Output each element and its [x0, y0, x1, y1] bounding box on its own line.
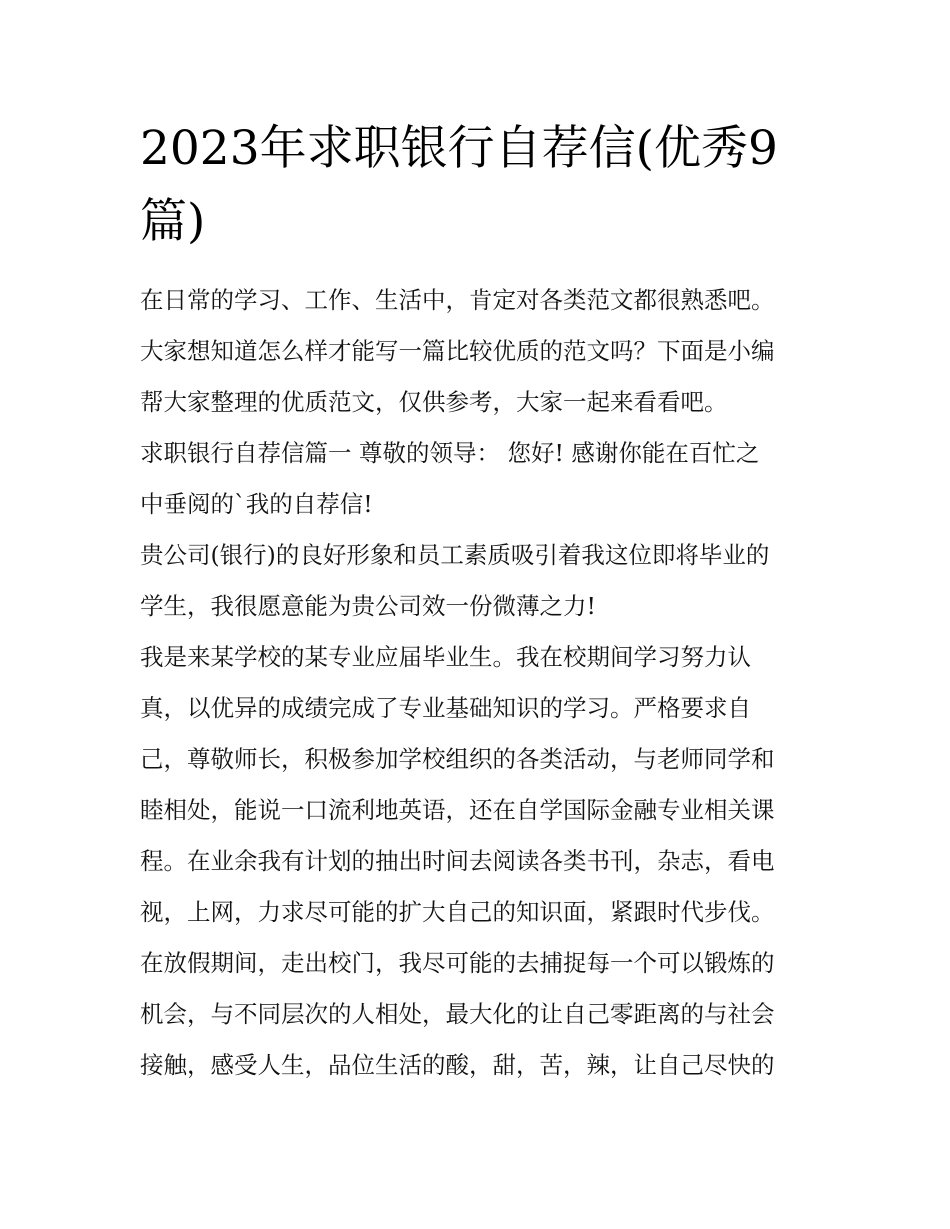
paragraph-line: 大家想知道怎么样才能写一篇比较优质的范文吗？下面是小编: [140, 337, 775, 365]
paragraph-line: 视，上网，力求尽可能的扩大自己的知识面，紧跟时代步伐。: [140, 898, 775, 926]
paragraph-line: 在放假期间，走出校门，我尽可能的去捕捉每一个可以锻炼的: [140, 949, 775, 977]
paragraph-line: 程。在业余我有计划的抽出时间去阅读各类书刊，杂志，看电: [140, 847, 775, 875]
paragraph-line: 帮大家整理的优质范文，仅供参考，大家一起来看看吧。: [140, 388, 728, 416]
title-line: 2023年求职银行自荐信(优秀9: [140, 121, 778, 176]
paragraph-line: 我是来某学校的某专业应届毕业生。我在校期间学习努力认: [140, 643, 751, 671]
document-body: [140, 275, 820, 1091]
paragraph-line: 接触，感受人生，品位生活的酸，甜，苦，辣，让自己尽快的: [140, 1051, 775, 1079]
paragraph-line: 己，尊敬师长，积极参加学校组织的各类活动，与老师同学和: [140, 745, 775, 773]
paragraph-line: 机会，与不同层次的人相处，最大化的让自己零距离的与社会: [140, 1000, 775, 1028]
paragraph-line: 真，以优异的成绩完成了专业基础知识的学习。严格要求自: [140, 694, 751, 722]
paragraph-line: 求职银行自荐信篇一 尊敬的领导： 您好! 感谢你能在百忙之: [140, 439, 760, 467]
paragraph-line: 睦相处，能说一口流利地英语，还在自学国际金融专业相关课: [140, 796, 775, 824]
title-line: 篇): [140, 194, 206, 249]
paragraph-line: 中垂阅的`我的自荐信!: [140, 490, 373, 518]
document-title: [140, 112, 820, 258]
paragraph-line: 贵公司(银行)的良好形象和员工素质吸引着我这位即将毕业的: [140, 541, 770, 569]
paragraph-line: 学生，我很愿意能为贵公司效一份微薄之力!: [140, 592, 596, 620]
paragraph-line: 在日常的学习、工作、生活中，肯定对各类范文都很熟悉吧。: [140, 286, 775, 314]
